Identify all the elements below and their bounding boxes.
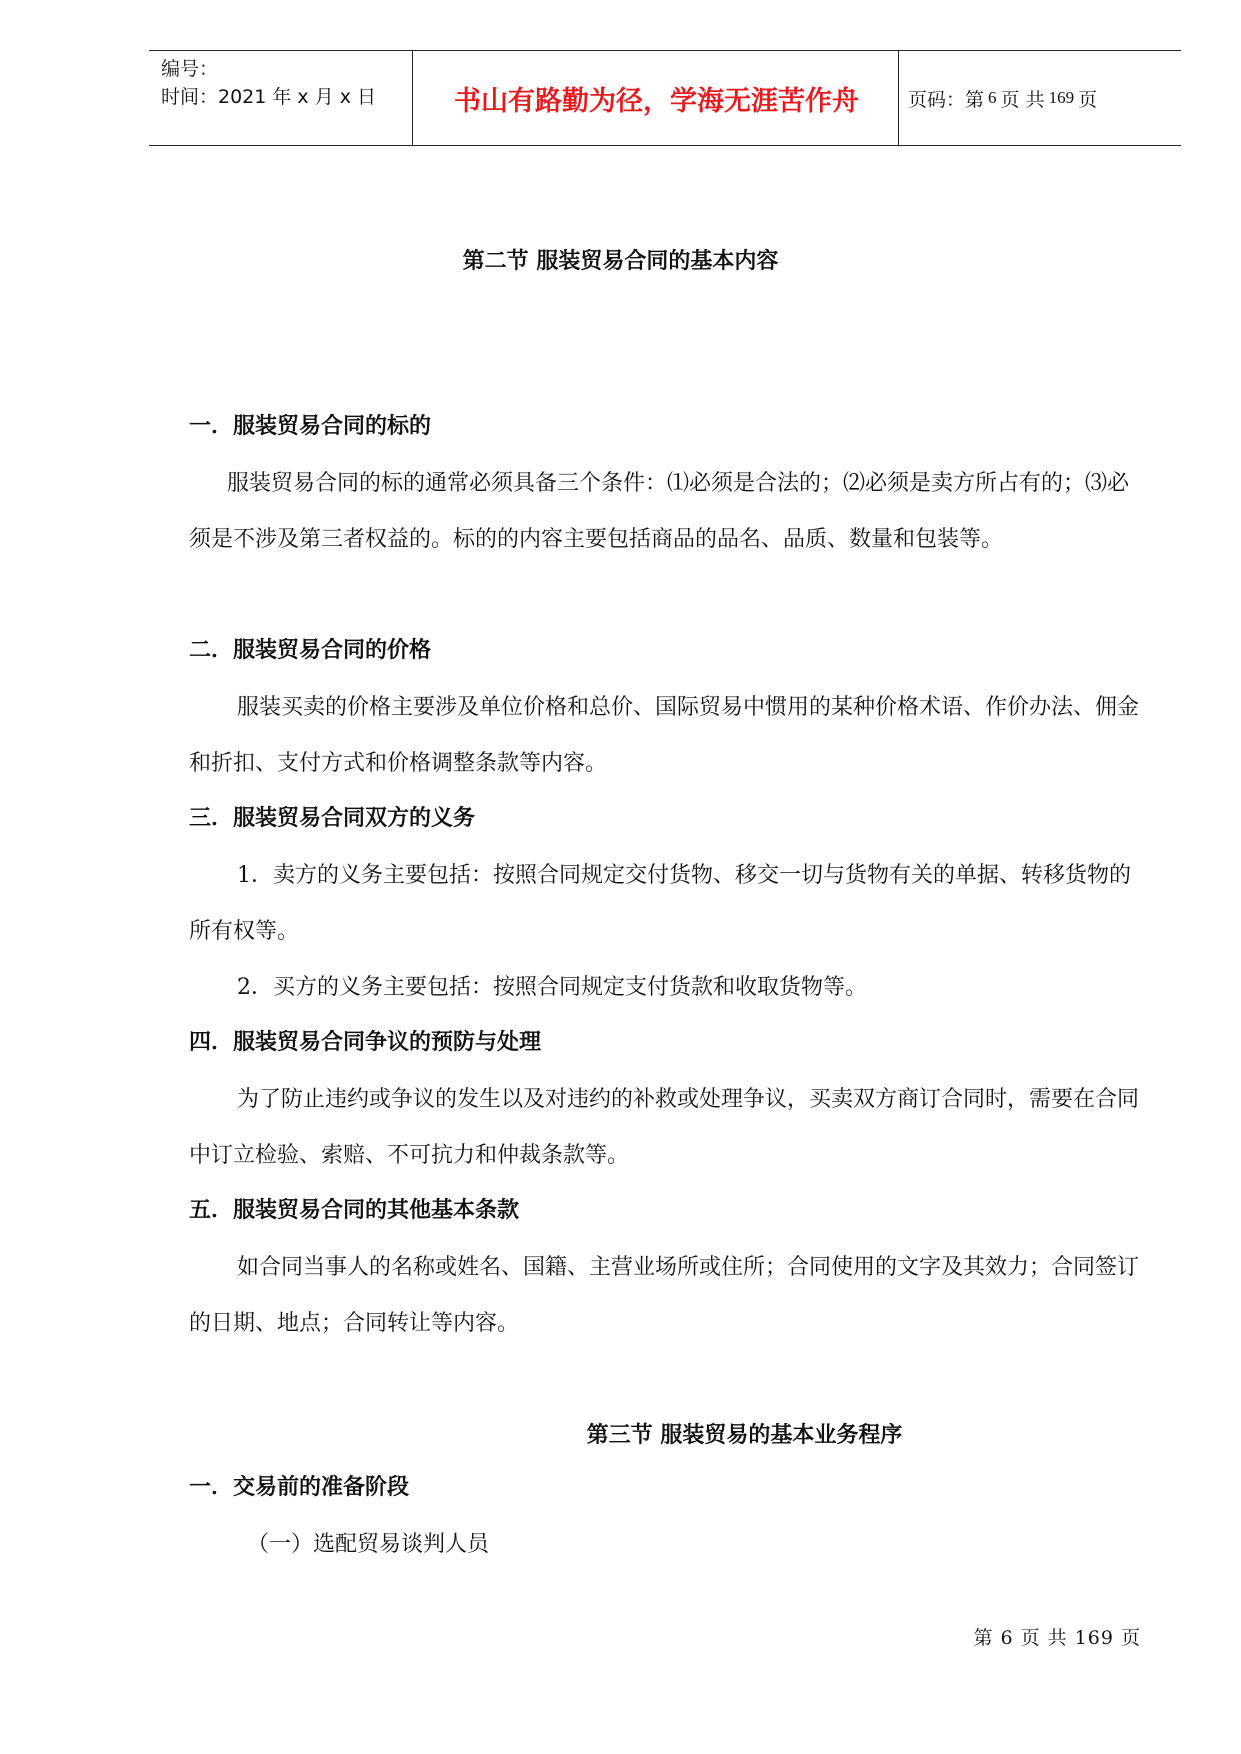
section-heading: 一．交易前的准备阶段	[189, 1475, 410, 1500]
paragraph: 服装买卖的价格主要涉及单位价格和总价、国际贸易中惯用的某种价格术语、作价办法、佣金和折扣、支付方式和价格调整条款等内容。	[189, 695, 1140, 776]
paragraph: 1．卖方的义务主要包括：按照合同规定交付货物、移交一切与货物有关的单据、转移货物的所有权等。	[189, 863, 1132, 944]
page-total: 169	[1048, 88, 1075, 107]
section-heading: 一．服装贸易合同的标的	[189, 414, 432, 439]
page-number: 6	[988, 88, 997, 107]
section-heading: 二．服装贸易合同的价格	[189, 638, 432, 663]
paragraph: 2．买方的义务主要包括：按照合同规定支付货款和收取货物等。	[237, 975, 867, 1000]
page-header	[149, 50, 1181, 146]
header-divider	[898, 51, 899, 145]
page-mid: 页 共	[1000, 88, 1045, 111]
section-title: 第二节 服装贸易合同的基本内容	[462, 249, 779, 274]
header-meta	[161, 55, 376, 111]
paragraph: 如合同当事人的名称或姓名、国籍、主营业场所或住所；合同使用的文字及其效力；合同签订的日期、地点；合同转让等内容。	[189, 1255, 1140, 1336]
header-divider	[412, 51, 413, 145]
header-page-info	[908, 51, 1097, 145]
time-label: 时间：2021 年 x 月 x 日	[161, 86, 377, 108]
serial-label: 编号：	[161, 58, 219, 80]
header-motto: 书山有路勤为径，学海无涯苦作舟	[454, 85, 859, 117]
page-footer: 第 6 页 共 169 页	[973, 1627, 1141, 1649]
section-heading: 三．服装贸易合同双方的义务	[189, 806, 476, 831]
section-heading: 五．服装贸易合同的其他基本条款	[189, 1198, 520, 1223]
page-suffix: 页	[1078, 88, 1098, 111]
section-heading: 四．服装贸易合同争议的预防与处理	[189, 1030, 542, 1055]
sub-heading: （一）选配贸易谈判人员	[247, 1532, 490, 1557]
section-title: 第三节 服装贸易的基本业务程序	[586, 1423, 903, 1448]
paragraph: 服装贸易合同的标的通常必须具备三个条件：⑴必须是合法的；⑵必须是卖方所占有的；⑶必须是不涉及第三者权益的。标的的内容主要包括商品的品名、品质、数量和包装等。	[189, 471, 1130, 552]
paragraph: 为了防止违约或争议的发生以及对违约的补救或处理争议，买卖双方商订合同时，需要在合同中订立检验、索赔、不可抗力和仲裁条款等。	[189, 1087, 1140, 1168]
page-prefix: 页码：第	[908, 88, 985, 111]
